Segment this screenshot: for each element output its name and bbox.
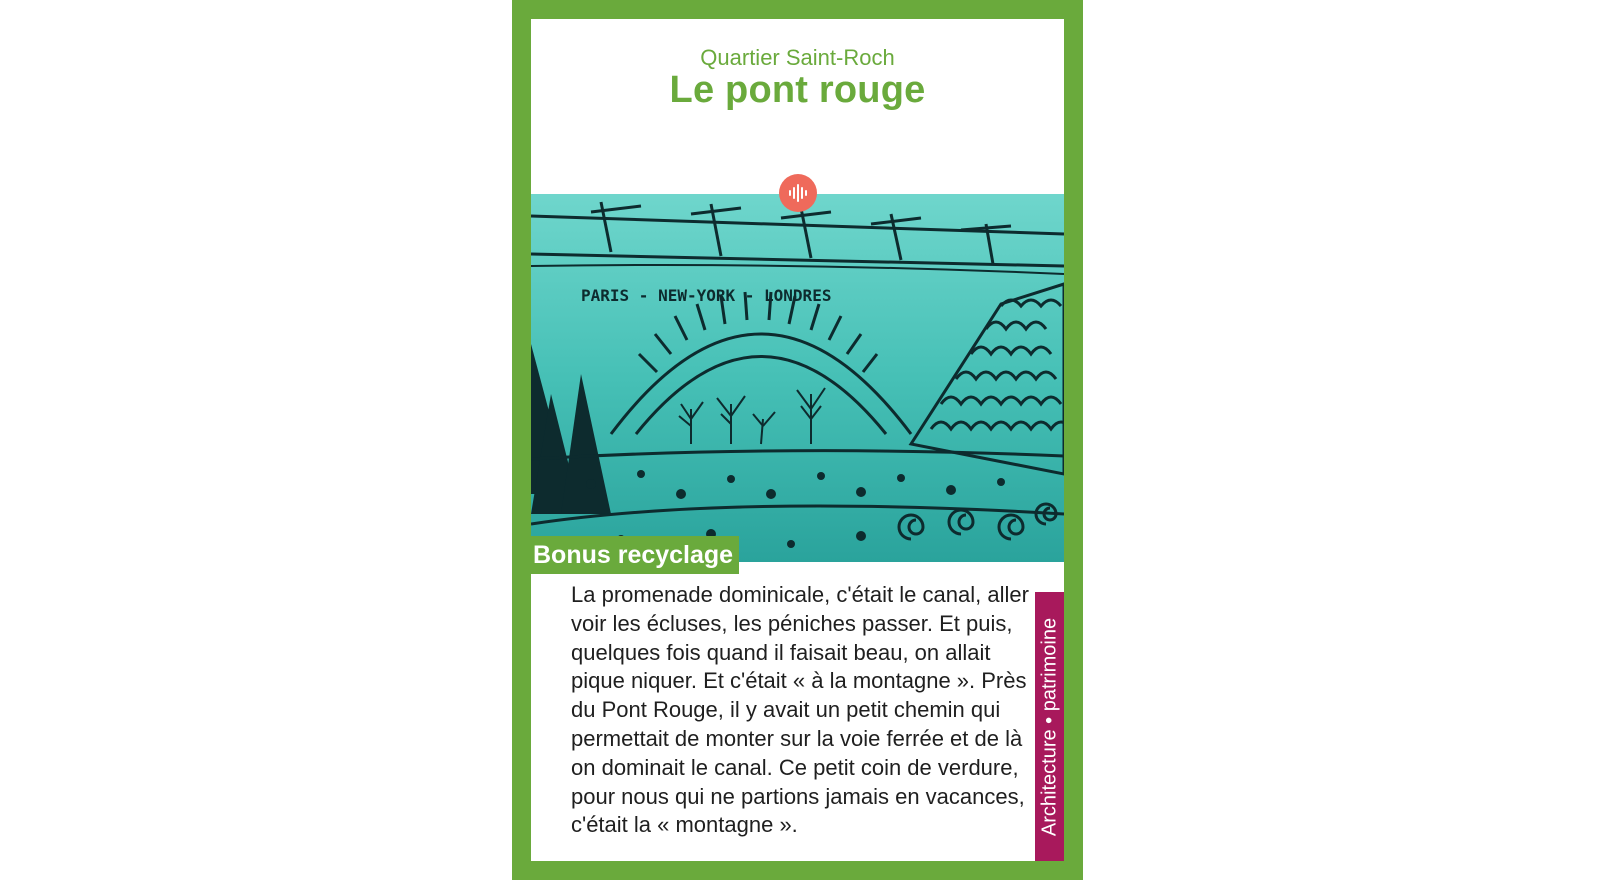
audio-wave-icon bbox=[787, 184, 809, 202]
card-subtitle: Quartier Saint-Roch bbox=[700, 45, 895, 70]
card-inner bbox=[531, 19, 1064, 861]
card-title: Le pont rouge bbox=[669, 69, 926, 111]
bridge-illustration bbox=[531, 194, 1064, 562]
bridge-inscription: PARIS - NEW-YORK - LONDRES bbox=[581, 286, 832, 305]
category-band bbox=[1035, 592, 1064, 861]
category-label: Architecture • patrimoine bbox=[1038, 617, 1060, 836]
card-body-text: La promenade dominicale, c'était le canal, aller voir les écluses, les péniches passer. Et puis, quelques fois quand il faisait beau, on allait pique niquer. Et c'était « à la montagne ». Près du Pont Rouge, il y avait un petit chemin qui permettait de monter sur la voie ferrée et de là on dominait le canal. Ce petit coin de verdure, pour nous qui ne partions jamais en vacances, c'était la « montagne ». bbox=[571, 582, 1029, 838]
bonus-label: Bonus recyclage bbox=[531, 536, 739, 574]
card-frame bbox=[512, 0, 1083, 880]
audio-button[interactable] bbox=[779, 174, 817, 212]
